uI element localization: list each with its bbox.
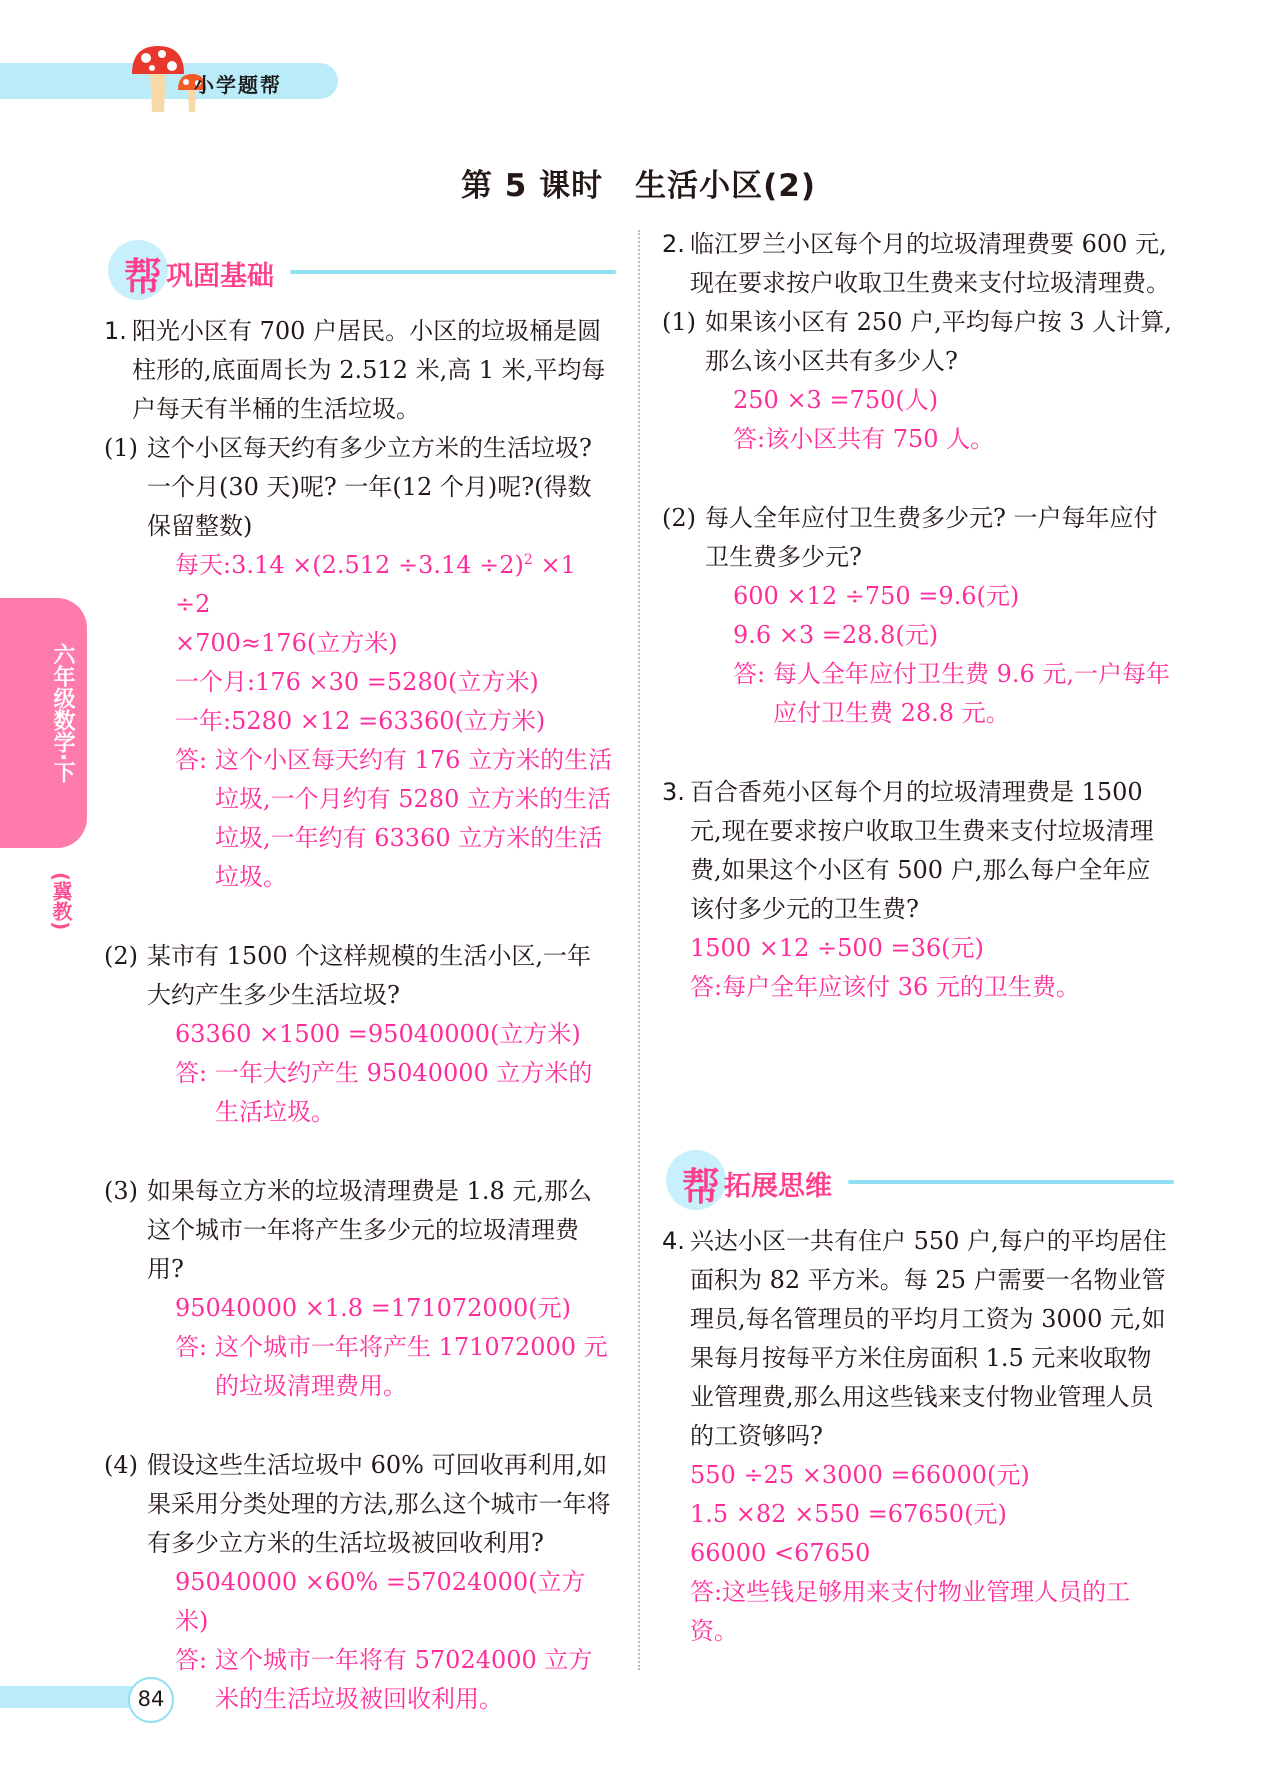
answer-block [690, 1456, 1174, 1651]
question-text: 百合香苑小区每个月的垃圾清理费是 1500 元,现在要求按户收取卫生费来支付垃圾清理费,如果这个小区有 500 户,那么每户全年应该付多少元的卫生费? [690, 778, 1154, 923]
answer-block [175, 1563, 614, 1719]
answer-text: 一年大约产生 95040000 立方米的生活垃圾。 [215, 1059, 593, 1126]
answer-line [175, 741, 614, 897]
sub-number: (3) [104, 1177, 138, 1205]
answer-line [175, 1328, 614, 1406]
section-banner-basic [108, 240, 616, 300]
sub-number: (4) [104, 1451, 138, 1479]
question-2 [662, 225, 1174, 303]
answer-block [175, 1289, 614, 1406]
answer-block [690, 929, 1174, 1007]
answer-prefix: 答: [175, 1646, 208, 1674]
question-text: 临江罗兰小区每个月的垃圾清理费要 600 元,现在要求按户收取卫生费来支付垃圾清理费。 [690, 230, 1170, 297]
sub-text: 某市有 1500 个这样规模的生活小区,一年大约产生多少生活垃圾? [147, 942, 591, 1009]
calc-line: 66000 <67650 [690, 1539, 871, 1567]
calc-line: 一年:5280 ×12 =63360(立方米) [175, 707, 546, 735]
answer-text: 这个城市一年将产生 171072000 元的垃圾清理费用。 [215, 1333, 608, 1400]
sub-text: 每人全年应付卫生费多少元? 一户每年应付卫生费多少元? [705, 504, 1158, 571]
answer-prefix: 答: [175, 1059, 208, 1087]
question-4 [662, 1222, 1174, 1456]
question-text: 兴达小区一共有住户 550 户,每户的平均居住面积为 82 平方米。每 25 户需要一名物业管理员,每名管理员的平均月工资为 3000 元,如果每月按每平方米住房面积 1.5 元来收取物业管理费,那么用这些钱来支付物业管理人员的工资够吗? [690, 1227, 1167, 1450]
answer-line: 答:每户全年应该付 36 元的卫生费。 [690, 973, 1080, 1001]
sub-number: (2) [662, 504, 696, 532]
subquestion-1-4 [104, 1446, 614, 1563]
superscript: 2 [523, 552, 533, 568]
sub-text: 这个小区每天约有多少立方米的生活垃圾? 一个月(30 天)呢? 一年(12 个月)呢?(得数保留整数) [147, 434, 592, 540]
calc-line: 95040000 ×60% =57024000(立方米) [175, 1568, 586, 1635]
answer-prefix: 答: [175, 1333, 208, 1361]
section-banner-extend [666, 1150, 1174, 1210]
page-number: 84 [137, 1687, 165, 1711]
calc-line: ×700≈176(立方米) [175, 629, 398, 657]
brand-name: 小学题帮 [194, 73, 282, 97]
calc-line: 550 ÷25 ×3000 =66000(元) [690, 1461, 1030, 1489]
answer-block [733, 381, 1174, 459]
answer-line: 答:这些钱足够用来支付物业管理人员的工资。 [690, 1578, 1131, 1645]
calc-line: 600 ×12 ÷750 =9.6(元) [733, 582, 1020, 610]
section-label: 拓展思维 [724, 1171, 832, 1202]
answer-block [175, 1015, 614, 1132]
subquestion-1-2 [104, 937, 614, 1015]
sub-number: (1) [662, 308, 696, 336]
answer-prefix: 答: [733, 660, 766, 688]
calc-line: 一个月:176 ×30 =5280(立方米) [175, 668, 539, 696]
badge-char: 帮 [124, 255, 163, 299]
question-1 [104, 312, 614, 429]
subquestion-1-3 [104, 1172, 614, 1289]
answer-line [733, 655, 1174, 733]
question-number: 3. [662, 778, 685, 806]
subquestion-1-1 [104, 429, 614, 546]
column-divider [638, 230, 640, 1670]
answer-block [175, 546, 614, 897]
calc-line: 每天:3.14 $\times(2.512 \div 3.14 \div 2)^2 \times 1 \div 2$ [175, 551, 576, 618]
calc-line: 1500 ×12 ÷500 =36(元) [690, 934, 984, 962]
answer-text: 这个小区每天约有 176 立方米的生活垃圾,一个月约有 5280 立方米的生活垃圾,一年约有 63360 立方米的生活垃圾。 [215, 746, 613, 891]
calc-line: 9.6 ×3 =28.8(元) [733, 621, 939, 649]
calc-line: 95040000 ×1.8 =171072000(元) [175, 1294, 571, 1322]
question-text: 阳光小区有 700 户居民。小区的垃圾桶是圆柱形的,底面周长为 2.512 米,高 1 米,平均每户每天有半桶的生活垃圾。 [132, 317, 606, 423]
answer-line [175, 1054, 614, 1132]
section-rule [290, 270, 616, 274]
sub-text: 如果每立方米的垃圾清理费是 1.8 元,那么这个城市一年将产生多少元的垃圾清理费用? [147, 1177, 593, 1283]
calc-line: 250 ×3 =750(人) [733, 386, 939, 414]
right-column-extend [662, 1222, 1174, 1651]
subquestion-2-2 [662, 499, 1174, 577]
sub-text: 假设这些生活垃圾中 60% 可回收再利用,如果采用分类处理的方法,那么这个城市一年将有多少立方米的生活垃圾被回收利用? [147, 1451, 611, 1557]
sub-number: (2) [104, 942, 138, 970]
calc-line: 1.5 ×82 ×550 =67650(元) [690, 1500, 1007, 1528]
answer-prefix: 答: [175, 746, 208, 774]
question-number: 1. [104, 317, 127, 345]
question-number: 2. [662, 230, 685, 258]
answer-line [733, 420, 1174, 459]
answer-text: 每人全年应付卫生费 9.6 元,一户每年应付卫生费 28.8 元。 [773, 660, 1171, 727]
answer-prefix: 答: [733, 425, 766, 453]
edition-label: (冀教) [49, 872, 73, 931]
question-number: 4. [662, 1227, 685, 1255]
answer-block [733, 577, 1174, 733]
badge-char: 帮 [682, 1165, 721, 1209]
section-label: 巩固基础 [166, 261, 274, 292]
left-column [104, 312, 614, 1719]
subquestion-2-1 [662, 303, 1174, 381]
lesson-title: 第 5 课时 生活小区(2) [460, 168, 817, 204]
grade-label: 六年级数学·下 [50, 643, 75, 784]
answer-text: 这个城市一年将有 57024000 立方米的生活垃圾被回收利用。 [215, 1646, 593, 1713]
sub-text: 如果该小区有 250 户,平均每户按 3 人计算,那么该小区共有多少人? [705, 308, 1172, 375]
question-3 [662, 773, 1174, 929]
answer-line [175, 1641, 614, 1719]
answer-text: 该小区共有 750 人。 [765, 425, 995, 453]
right-column [662, 225, 1174, 1007]
section-rule [848, 1180, 1174, 1184]
calc-line: 63360 ×1500 =95040000(立方米) [175, 1020, 581, 1048]
sub-number: (1) [104, 434, 138, 462]
